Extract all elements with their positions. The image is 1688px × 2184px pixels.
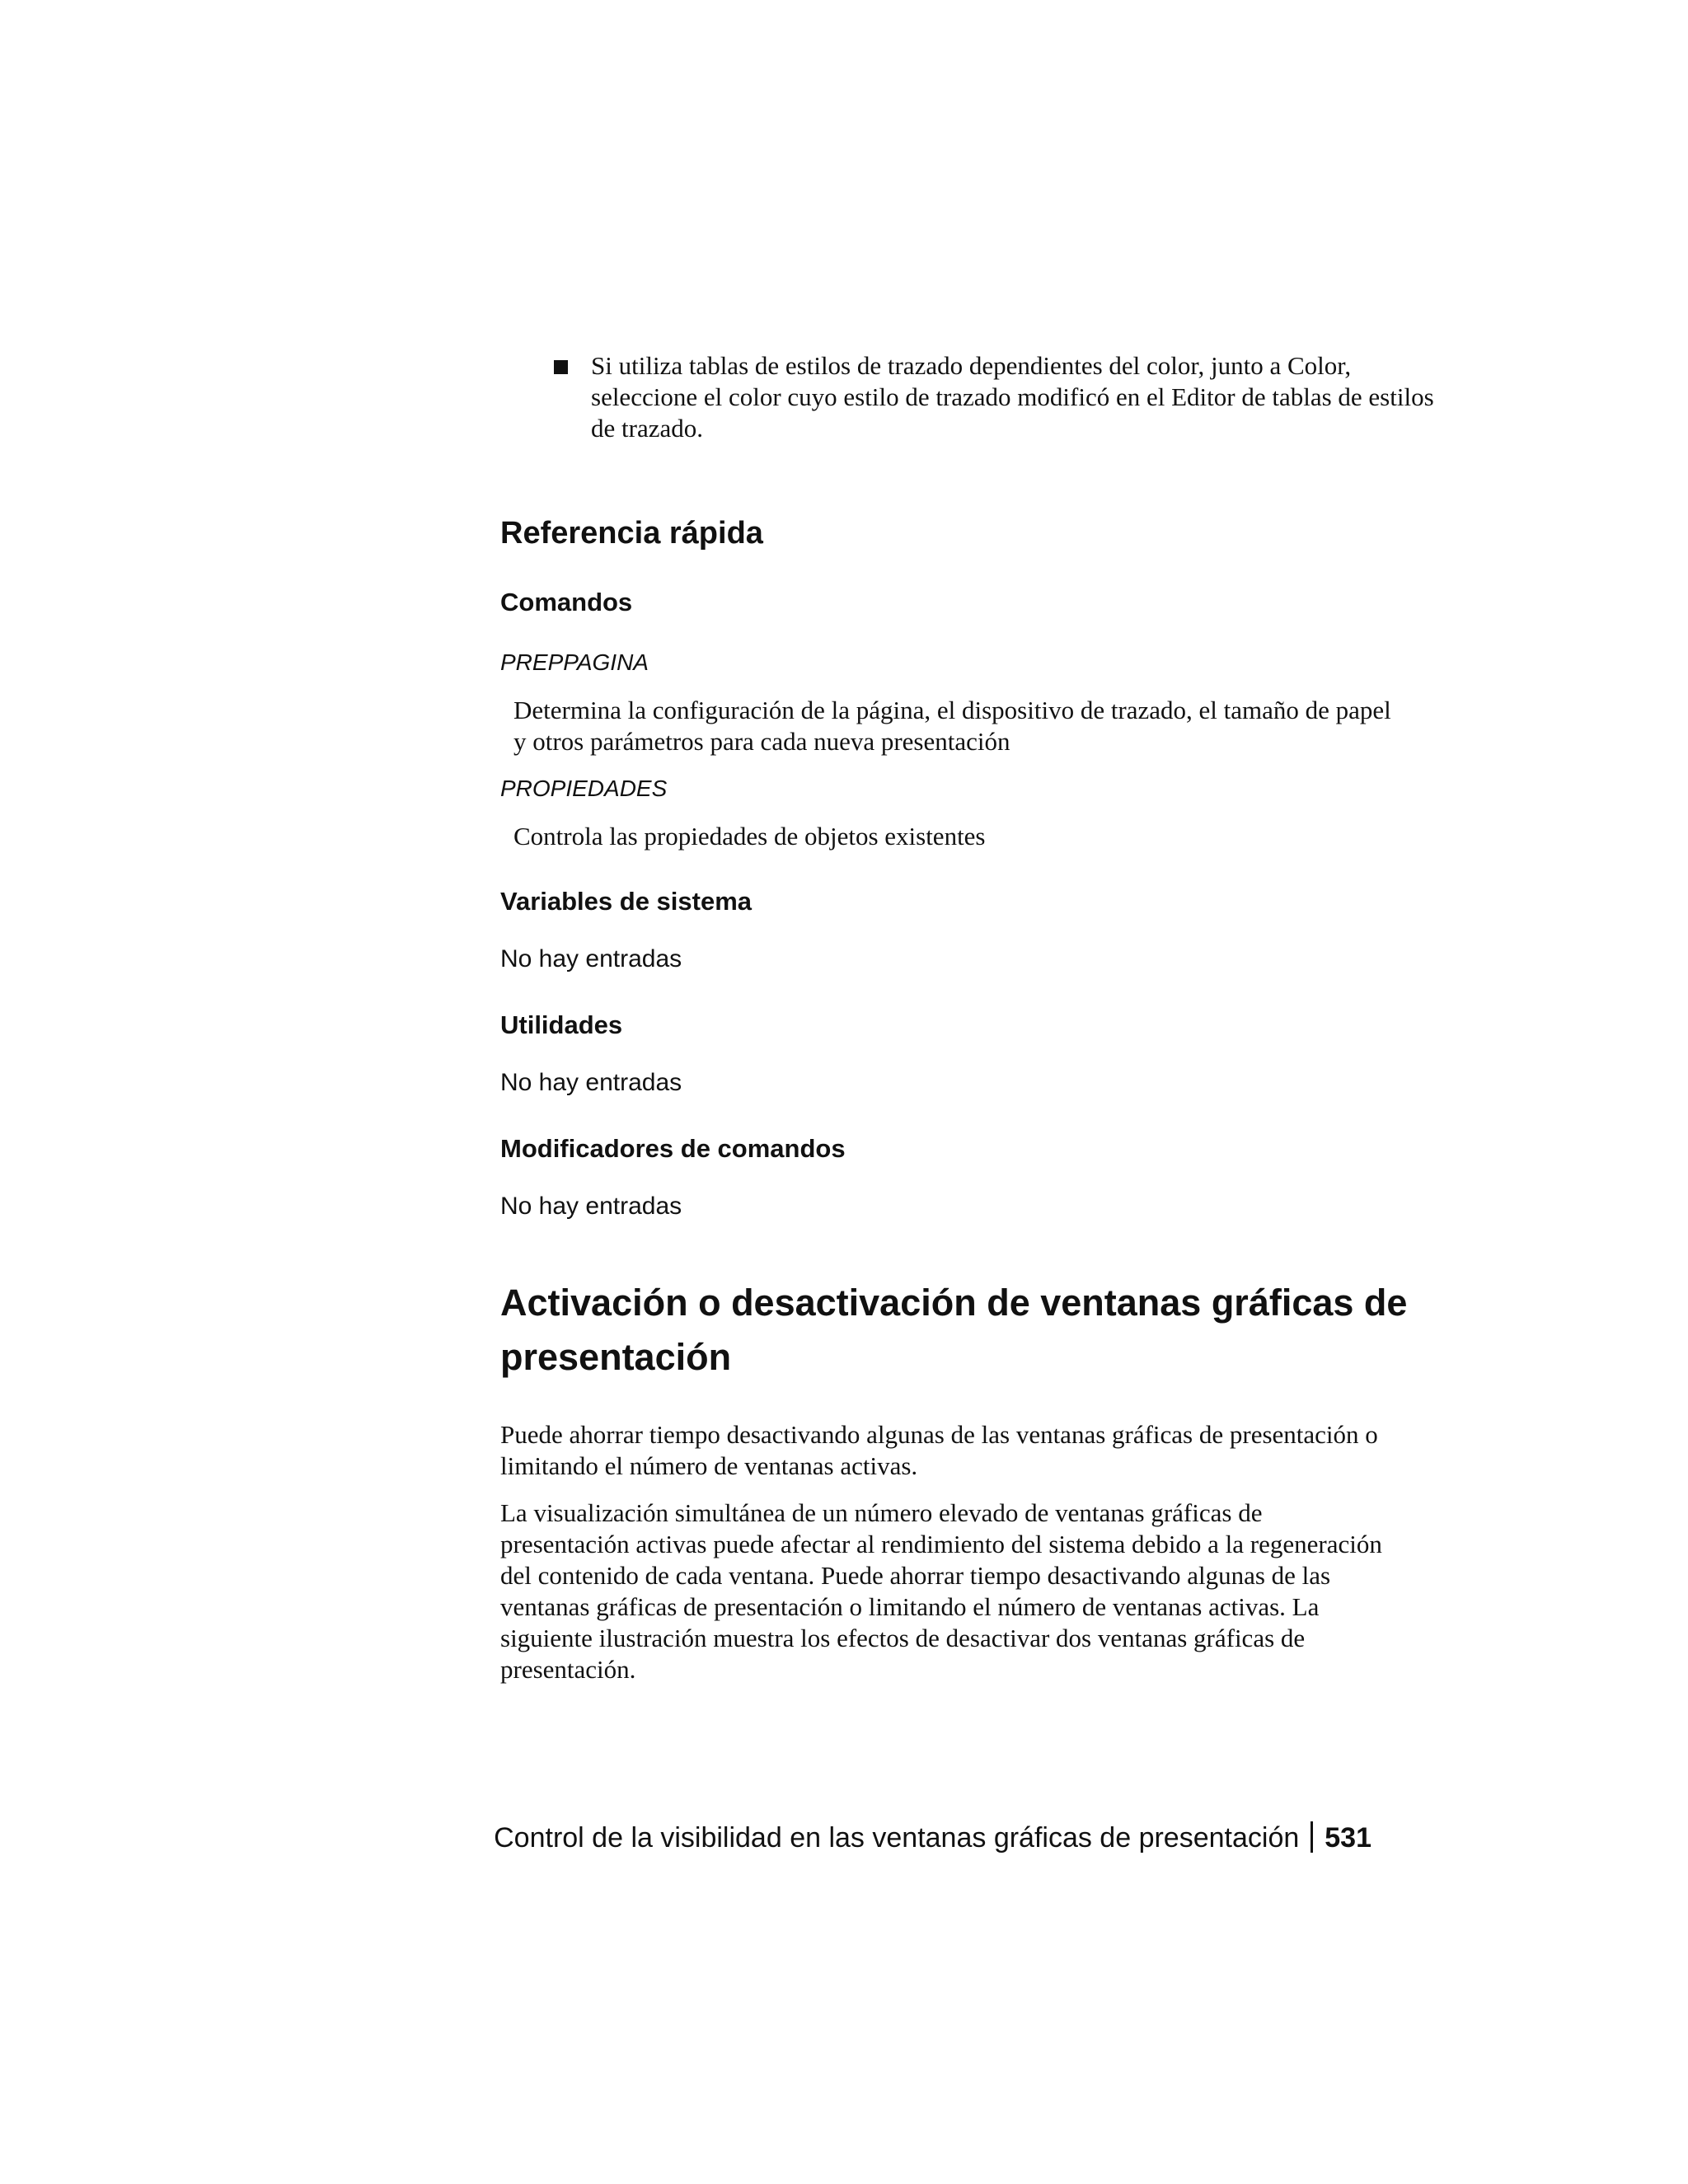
footer-separator xyxy=(1311,1821,1313,1853)
system-variables-heading: Variables de sistema xyxy=(500,887,753,916)
command-description: Controla las propiedades de objetos existentes xyxy=(513,822,986,851)
command-modifiers-heading: Modificadores de comandos xyxy=(500,1134,846,1163)
utilities-heading: Utilidades xyxy=(500,1010,623,1039)
utilities-text: No hay entradas xyxy=(500,1069,682,1096)
command-name: PROPIEDADES xyxy=(500,776,668,801)
footer-title: Control de la visibilidad en las ventanas gráficas de presentación xyxy=(494,1822,1300,1854)
page-number: 531 xyxy=(1325,1822,1372,1854)
commands-heading: Comandos xyxy=(500,588,633,616)
bullet-square-icon xyxy=(554,360,568,374)
bullet-text: Si utiliza tablas de estilos de trazado dependientes del color, junto a Color, seleccione el color cuyo estilo de trazado modificó en el Editor de tablas de estilos de trazado. xyxy=(591,351,1434,443)
quick-reference-heading: Referencia rápida xyxy=(500,516,763,551)
command-name: PREPPAGINA xyxy=(500,649,649,675)
command-description: Determina la configuración de la página, el dispositivo de trazado, el tamaño de papel y otros parámetros para cada nueva presentación xyxy=(513,696,1391,756)
paragraph: Puede ahorrar tiempo desactivando algunas de las ventanas gráficas de presentación o limitando el número de ventanas activas. xyxy=(500,1420,1378,1480)
page-footer xyxy=(494,1820,1372,1856)
system-variables-text: No hay entradas xyxy=(500,945,682,972)
paragraph: La visualización simultánea de un número elevado de ventanas gráficas de presentación activas puede afectar al rendimiento del sistema debido a la regeneración del contenido de cada ventana. Puede ahorrar tiempo desactivando algunas de las ventanas gráficas de presentación o limitando el número de ventanas activas. La siguiente ilustración muestra los efectos de desactivar dos ventanas gráficas de presentación. xyxy=(500,1498,1382,1684)
command-modifiers-text: No hay entradas xyxy=(500,1193,682,1220)
section-heading: Activación o desactivación de ventanas gráficas de presentación xyxy=(500,1282,1408,1378)
